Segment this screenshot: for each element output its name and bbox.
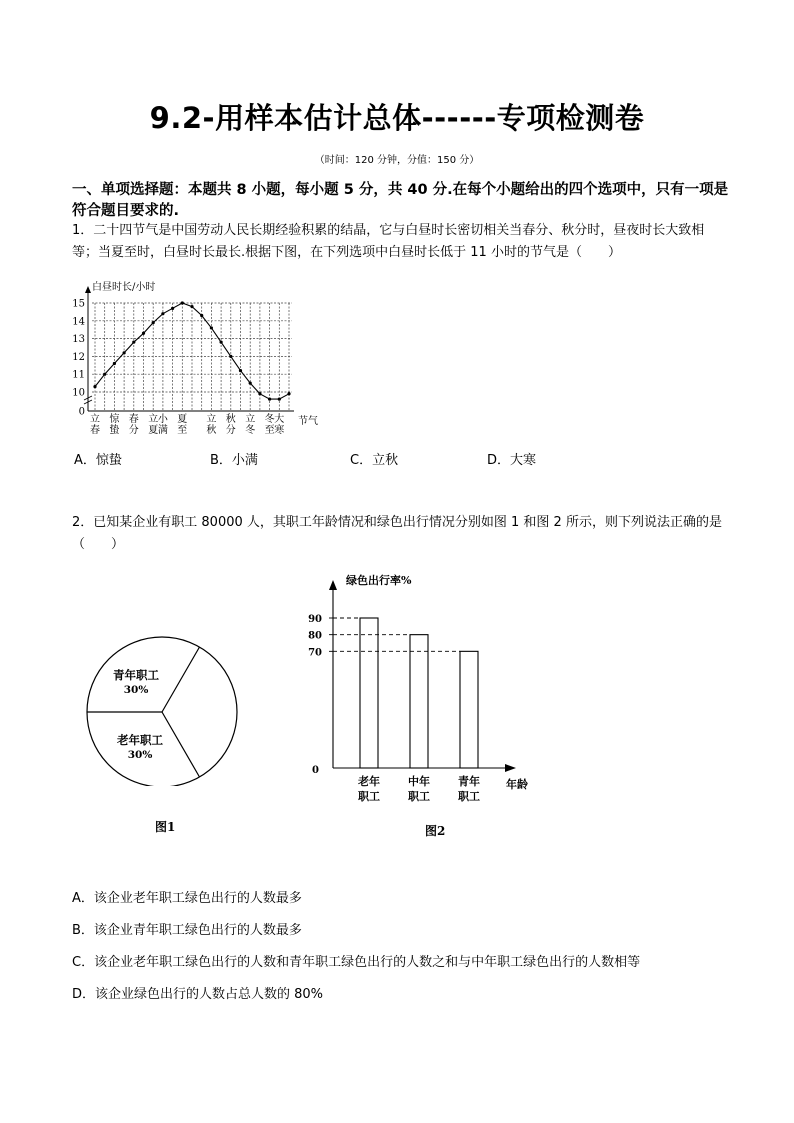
x-tick-label: 立 — [245, 414, 256, 425]
q1-option-a[interactable]: A．惊蛰 — [74, 453, 122, 468]
x-tick-label: 满 — [157, 425, 168, 436]
bar-caption: 图2 — [425, 824, 446, 838]
y-tick-label: 14 — [72, 316, 85, 328]
data-point — [113, 362, 116, 365]
data-point — [249, 382, 252, 385]
x-tick-label: 立 — [90, 414, 100, 425]
question-1-text: 1．二十四节气是中国劳动人民长期经验积累的结晶，它与白昼时长密切相关当春分、秋分时，昼夜时长大致相等；当夏至时，白昼时长最长.根据下图，在下列选项中白昼时长低于 11 小时的节气是（ ） — [72, 223, 705, 260]
y-tick-label: 11 — [72, 369, 85, 381]
x-tick-label: 春 — [90, 425, 100, 436]
x-tick-label: 立 — [148, 414, 159, 425]
data-point — [123, 351, 126, 354]
data-point — [103, 373, 106, 376]
x-tick-label: 夏 — [177, 414, 188, 425]
data-point — [239, 369, 242, 372]
daylight-line-chart — [70, 278, 340, 438]
y-tick-label: 10 — [72, 387, 85, 399]
data-point — [171, 307, 174, 310]
data-point — [258, 392, 261, 395]
x-tick-label: 大 — [274, 414, 285, 425]
data-point — [132, 341, 135, 344]
x-tick-label: 分 — [225, 425, 236, 436]
x-tick-label: 寒 — [274, 425, 285, 436]
y-tick-label: 13 — [72, 334, 85, 346]
x-tick-label: 小 — [157, 414, 168, 425]
q2-option-d[interactable]: D．该企业绿色出行的人数占总人数的 80% — [72, 987, 324, 1002]
pie-divider-top — [162, 647, 200, 712]
bar-category-label: 职工 — [358, 790, 380, 803]
x-tick-label: 立 — [206, 414, 217, 425]
q1-option-c[interactable]: C．立秋 — [350, 453, 399, 468]
page-title: 9.2-用样本估计总体------专项检测卷 — [149, 101, 645, 135]
bar — [360, 618, 378, 768]
age-pie-chart — [80, 636, 245, 786]
bar-y-tick-label: 90 — [308, 614, 322, 625]
q2-option-a[interactable]: A．该企业老年职工绿色出行的人数最多 — [72, 891, 302, 906]
data-point — [93, 385, 96, 388]
data-point — [152, 321, 155, 324]
data-point — [161, 312, 164, 315]
pie-divider-bottom — [162, 712, 200, 777]
bar-category-label: 老年 — [358, 775, 380, 788]
exam-subtitle: （时间：120 分钟，分值：150 分） — [314, 155, 480, 166]
bar-category-label: 职工 — [458, 790, 480, 803]
bar-category-label: 职工 — [408, 790, 430, 803]
data-point — [287, 392, 290, 395]
pie-young-label: 青年职工 — [113, 668, 159, 682]
q2-option-b[interactable]: B．该企业青年职工绿色出行的人数最多 — [72, 923, 302, 938]
x-tick-label: 至 — [177, 425, 188, 436]
section-heading: 一、单项选择题：本题共 8 小题，每小题 5 分，共 40 分.在每个小题给出的四个选项中，只有一项是符合题目要求的. — [72, 182, 729, 219]
green-travel-bar-chart — [300, 568, 540, 810]
bar-category-label: 青年 — [458, 775, 480, 788]
y-tick-label: 15 — [72, 298, 85, 310]
bar-category-label: 中年 — [408, 775, 430, 788]
data-point — [210, 326, 213, 329]
q2-option-c[interactable]: C．该企业老年职工绿色出行的人数和青年职工绿色出行的人数之和与中年职工绿色出行的人数相等 — [72, 955, 641, 970]
chart-plot — [93, 301, 290, 400]
bar — [460, 651, 478, 768]
pie-old-label: 老年职工 — [117, 733, 163, 747]
y-tick-label: 0 — [78, 406, 85, 418]
bar-y-axis-arrow — [329, 580, 337, 590]
y-tick-label: 12 — [72, 351, 85, 363]
x-tick-label: 至 — [264, 425, 275, 436]
data-point — [220, 341, 223, 344]
chart-axes — [84, 286, 294, 411]
data-point — [181, 301, 184, 304]
bar-origin: 0 — [312, 765, 319, 776]
data-point — [190, 305, 193, 308]
bar-plot — [308, 614, 480, 803]
bar — [410, 635, 428, 768]
bar-y-tick-label: 80 — [308, 630, 322, 642]
chart-xlabel: 节气 — [298, 416, 318, 427]
bar-xlabel: 年龄 — [506, 778, 528, 791]
pie-young-pct: 30% — [123, 684, 149, 696]
data-point — [142, 332, 145, 335]
bar-y-tick-label: 70 — [308, 647, 322, 659]
pie-old-pct: 30% — [127, 749, 153, 761]
bar-x-axis-arrow — [505, 764, 516, 772]
q1-option-b[interactable]: B．小满 — [210, 453, 258, 468]
x-tick-label: 分 — [128, 425, 139, 436]
chart-ylabel: 白昼时长/小时 — [92, 282, 156, 293]
x-tick-label: 惊 — [109, 414, 120, 425]
data-point — [229, 355, 232, 358]
q1-option-d[interactable]: D．大寒 — [487, 453, 537, 468]
y-axis-arrow — [85, 286, 91, 293]
x-tick-label: 冬 — [264, 414, 275, 425]
x-tick-label: 蛰 — [109, 425, 120, 436]
x-tick-label: 秋 — [206, 425, 217, 436]
data-point — [200, 314, 203, 317]
question-2-text: 2．已知某企业有职工 80000 人，其职工年龄情况和绿色出行情况分别如图 1 和图 2 所示，则下列说法正确的是（ ） — [72, 515, 722, 552]
x-tick-label: 秋 — [225, 414, 236, 425]
x-tick-label: 冬 — [245, 425, 256, 436]
x-tick-label: 夏 — [148, 425, 159, 436]
data-point — [268, 398, 271, 401]
x-tick-label: 春 — [128, 414, 139, 425]
bar-ylabel: 绿色出行率% — [346, 574, 412, 587]
pie-caption: 图1 — [155, 820, 176, 834]
data-point — [278, 398, 281, 401]
